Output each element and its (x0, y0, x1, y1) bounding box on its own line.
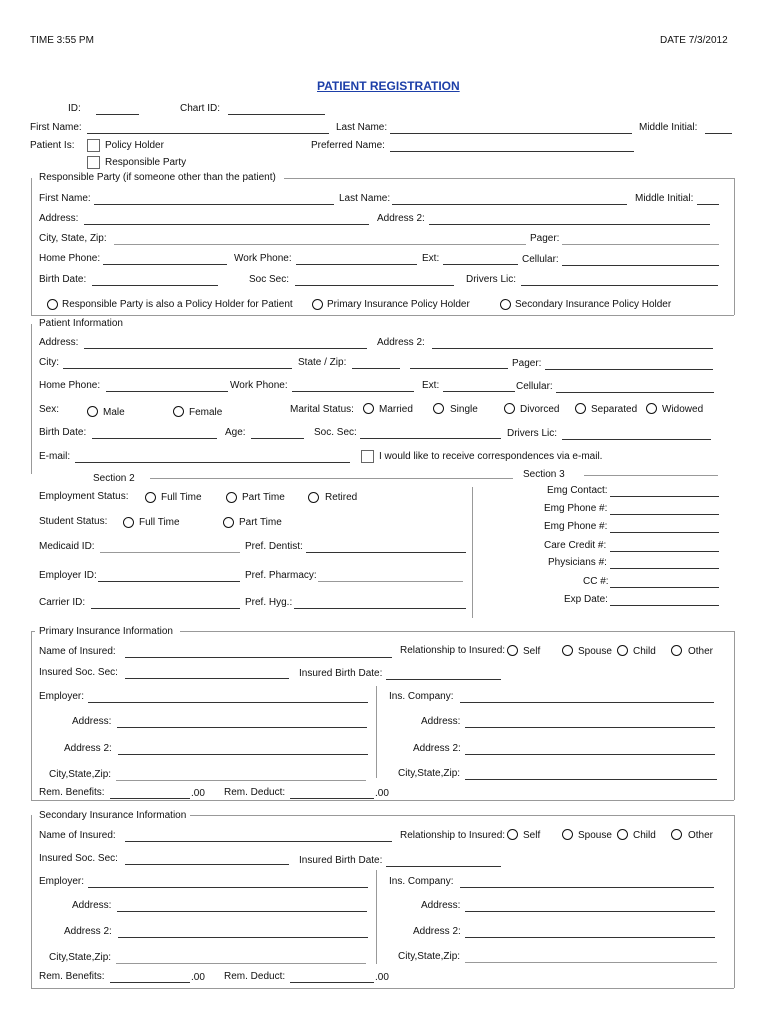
cc-field[interactable] (610, 587, 719, 588)
physicians-field[interactable] (610, 568, 719, 569)
pt-married-label: Married (379, 404, 413, 415)
pri-ins-city-state-zip-label: City,State,Zip: (398, 768, 461, 779)
pt-drivers-lic-label: Drivers Lic: (507, 428, 558, 439)
pt-soc-sec-label: Soc. Sec: (314, 427, 357, 438)
pri-rem-benefits-cents: .00 (191, 788, 205, 799)
carrier-id-field[interactable] (91, 608, 240, 609)
sec-address-field[interactable] (117, 911, 367, 912)
pri-ins-address-field[interactable] (465, 727, 715, 728)
section2-frame-top (150, 478, 513, 479)
chart-id-label: Chart ID: (180, 103, 221, 114)
pri-other-radio[interactable] (671, 645, 682, 656)
pt-male-label: Male (103, 407, 125, 418)
section2-legend: Section 2 (93, 473, 135, 484)
pt-state-field[interactable] (352, 368, 400, 369)
pri-self-label: Self (523, 646, 541, 657)
rp-address2-label: Address 2: (377, 213, 425, 224)
emg-contact-field[interactable] (610, 496, 719, 497)
pt-state-zip-label: State / Zip: (298, 357, 347, 368)
sec-insured-birth-date-field[interactable] (386, 866, 501, 867)
physicians-label: Physicians #: (548, 557, 607, 568)
rp-soc-sec-field[interactable] (295, 285, 454, 286)
rp-ext-label: Ext: (422, 253, 440, 264)
rp-middle-initial-field[interactable] (697, 204, 719, 205)
rp-address2-field[interactable] (429, 224, 710, 225)
pt-female-radio[interactable] (173, 406, 184, 417)
pt-email-label: E-mail: (39, 451, 71, 462)
emp-full-time-radio[interactable] (145, 492, 156, 503)
pt-ext-field[interactable] (443, 391, 515, 392)
pt-divorced-label: Divorced (520, 404, 560, 415)
rp-home-phone-field[interactable] (103, 264, 227, 265)
secondary-column-divider (376, 870, 377, 964)
sec-address2-label: Address 2: (64, 926, 112, 937)
rp-secondary-holder-radio[interactable] (500, 299, 511, 310)
sec-ins-city-state-zip-label: City,State,Zip: (398, 951, 461, 962)
emg-phone2-label: Emg Phone #: (544, 521, 608, 532)
rp-birth-date-field[interactable] (92, 285, 218, 286)
pt-cellular-field[interactable] (556, 392, 714, 393)
policy-holder-checkbox[interactable] (87, 139, 100, 152)
rp-drivers-lic-field[interactable] (521, 285, 718, 286)
rp-pager-field[interactable] (562, 244, 719, 245)
pri-other-label: Other (688, 646, 714, 657)
page-title: PATIENT REGISTRATION (317, 79, 460, 93)
pt-marital-status-label: Marital Status: (290, 404, 354, 415)
pt-ext-label: Ext: (422, 380, 440, 391)
pt-birth-date-label: Birth Date: (39, 427, 87, 438)
sec-rem-benefits-cents: .00 (191, 972, 205, 983)
rp-work-phone-label: Work Phone: (234, 253, 292, 264)
rp-home-phone-label: Home Phone: (39, 253, 101, 264)
pref-hyg-label: Pref. Hyg.: (245, 597, 293, 608)
responsible-party-frame-top (284, 178, 734, 179)
pri-city-state-zip-field[interactable] (116, 780, 366, 781)
pt-age-field[interactable] (251, 438, 304, 439)
sec-insured-soc-sec-label: Insured Soc. Sec: (39, 853, 118, 864)
email-opt-in-label: I would like to receive correspondences via e-mail. (379, 451, 603, 462)
emp-part-time-label: Part Time (242, 492, 285, 503)
pt-separated-label: Separated (591, 404, 638, 415)
sec-other-label: Other (688, 830, 714, 841)
pri-relationship-label: Relationship to Insured: (400, 645, 506, 656)
pri-child-label: Child (633, 646, 656, 657)
pt-city-label: City: (39, 357, 59, 368)
preferred-name-label: Preferred Name: (311, 140, 385, 151)
pt-address-label: Address: (39, 337, 79, 348)
pri-spouse-label: Spouse (578, 646, 612, 657)
rp-policy-holder-label: Responsible Party is also a Policy Holder for Patient (62, 299, 293, 310)
patient-frame-left (31, 324, 32, 474)
sec-city-state-zip-label: City,State,Zip: (49, 952, 112, 963)
pri-address2-field[interactable] (118, 754, 368, 755)
primary-column-divider (376, 686, 377, 778)
sec-other-radio[interactable] (671, 829, 682, 840)
rp-middle-initial-label: Middle Initial: (635, 193, 694, 204)
sec-insured-birth-date-label: Insured Birth Date: (299, 855, 383, 866)
carrier-id-label: Carrier ID: (39, 597, 86, 608)
responsible-party-legend: Responsible Party (if someone other than the patient) (39, 172, 279, 184)
rp-primary-holder-radio[interactable] (312, 299, 323, 310)
pri-rem-benefits-label: Rem. Benefits: (39, 787, 105, 798)
stu-part-time-radio[interactable] (223, 517, 234, 528)
chart-id-field[interactable] (228, 114, 325, 115)
id-field[interactable] (96, 114, 139, 115)
sec-rem-deduct-field[interactable] (290, 982, 374, 983)
sec-ins-address-label: Address: (421, 900, 461, 911)
sec-ins-address2-field[interactable] (465, 937, 715, 938)
sec-address-label: Address: (72, 900, 112, 911)
rp-cellular-field[interactable] (562, 265, 719, 266)
pt-age-label: Age: (225, 427, 246, 438)
email-opt-in-checkbox[interactable] (361, 450, 374, 463)
pt-work-phone-label: Work Phone: (230, 380, 288, 391)
pref-dentist-field[interactable] (306, 552, 466, 553)
pri-address2-label: Address 2: (64, 743, 112, 754)
rp-work-phone-field[interactable] (296, 264, 417, 265)
pref-pharmacy-label: Pref. Pharmacy: (245, 570, 317, 581)
section3-legend: Section 3 (523, 469, 565, 480)
pt-widowed-label: Widowed (662, 404, 704, 415)
rp-soc-sec-label: Soc Sec: (249, 274, 290, 285)
pri-name-of-insured-field[interactable] (125, 657, 392, 658)
responsible-party-checkbox[interactable] (87, 156, 100, 169)
pt-single-label: Single (450, 404, 478, 415)
employer-id-label: Employer ID: (39, 570, 97, 581)
sec-spouse-label: Spouse (578, 830, 612, 841)
pri-insured-birth-date-label: Insured Birth Date: (299, 668, 383, 679)
emp-retired-label: Retired (325, 492, 358, 503)
rp-cellular-label: Cellular: (522, 254, 559, 265)
first-name-label: First Name: (30, 122, 82, 133)
pt-city-field[interactable] (63, 368, 292, 369)
secondary-frame-right (734, 815, 735, 988)
pt-separated-radio[interactable] (575, 403, 586, 414)
last-name-field[interactable] (390, 133, 632, 134)
rp-drivers-lic-label: Drivers Lic: (466, 274, 517, 285)
pri-insured-birth-date-field[interactable] (386, 679, 501, 680)
emp-part-time-radio[interactable] (226, 492, 237, 503)
secondary-frame-left (31, 815, 32, 988)
rp-secondary-holder-label: Secondary Insurance Policy Holder (515, 299, 672, 310)
secondary-legend: Secondary Insurance Information (39, 810, 187, 821)
pt-male-radio[interactable] (87, 406, 98, 417)
pri-ins-address2-label: Address 2: (413, 743, 461, 754)
pri-self-radio[interactable] (507, 645, 518, 656)
sec-ins-city-state-zip-field[interactable] (465, 962, 717, 963)
sec-ins-company-label: Ins. Company: (389, 876, 454, 887)
rp-address-field[interactable] (84, 224, 369, 225)
cc-label: CC #: (583, 576, 609, 587)
pri-address-label: Address: (72, 716, 112, 727)
sec-ins-address2-label: Address 2: (413, 926, 461, 937)
rp-last-name-label: Last Name: (339, 193, 391, 204)
pri-rem-deduct-field[interactable] (290, 798, 374, 799)
sec-name-of-insured-field[interactable] (125, 841, 392, 842)
first-name-field[interactable] (87, 133, 329, 134)
emg-phone1-label: Emg Phone #: (544, 503, 608, 514)
pt-pager-field[interactable] (545, 369, 713, 370)
primary-frame-right (734, 631, 735, 800)
pt-married-radio[interactable] (363, 403, 374, 414)
sec-relationship-label: Relationship to Insured: (400, 830, 506, 841)
medicaid-id-label: Medicaid ID: (39, 541, 95, 552)
sec-self-label: Self (523, 830, 541, 841)
primary-frame-bottom (31, 800, 734, 801)
sec-employer-label: Employer: (39, 876, 85, 887)
pt-female-label: Female (189, 407, 223, 418)
rp-ext-field[interactable] (443, 264, 518, 265)
primary-legend: Primary Insurance Information (39, 626, 173, 637)
print-time: TIME 3:55 PM (30, 35, 94, 46)
care-credit-field[interactable] (610, 551, 719, 552)
pt-birth-date-field[interactable] (92, 438, 217, 439)
id-label: ID: (68, 103, 81, 114)
exp-date-label: Exp Date: (564, 594, 608, 605)
secondary-frame-top (190, 815, 734, 816)
pt-zip-field[interactable] (410, 368, 508, 369)
responsible-party-frame-left (31, 178, 32, 315)
rp-city-state-zip-label: City, State, Zip: (39, 233, 107, 244)
sec-ins-address-field[interactable] (465, 911, 715, 912)
rp-policy-holder-radio[interactable] (47, 299, 58, 310)
pri-employer-label: Employer: (39, 691, 85, 702)
sec-employer-field[interactable] (88, 887, 368, 888)
pri-name-of-insured-label: Name of Insured: (39, 646, 116, 657)
pri-insured-soc-sec-label: Insured Soc. Sec: (39, 667, 118, 678)
stu-part-time-label: Part Time (239, 517, 282, 528)
secondary-frame-bottom (31, 988, 734, 989)
pri-rem-deduct-label: Rem. Deduct: (224, 787, 286, 798)
sec-city-state-zip-field[interactable] (116, 963, 366, 964)
pt-home-phone-label: Home Phone: (39, 380, 101, 391)
medicaid-id-field[interactable] (100, 552, 240, 553)
pri-employer-field[interactable] (88, 702, 368, 703)
emp-full-time-label: Full Time (161, 492, 202, 503)
rp-address-label: Address: (39, 213, 79, 224)
patient-is-label: Patient Is: (30, 140, 75, 151)
pri-address-field[interactable] (117, 727, 367, 728)
rp-pager-label: Pager: (530, 233, 560, 244)
pt-address2-label: Address 2: (377, 337, 425, 348)
rp-city-state-zip-field[interactable] (114, 244, 526, 245)
pri-spouse-radio[interactable] (562, 645, 573, 656)
preferred-name-field[interactable] (390, 151, 634, 152)
sec-rem-benefits-label: Rem. Benefits: (39, 971, 105, 982)
pt-divorced-radio[interactable] (504, 403, 515, 414)
pri-insured-soc-sec-field[interactable] (125, 678, 289, 679)
primary-frame-left (31, 631, 32, 800)
stu-full-time-label: Full Time (139, 517, 180, 528)
policy-holder-label: Policy Holder (105, 140, 164, 151)
rp-birth-date-label: Birth Date: (39, 274, 87, 285)
care-credit-label: Care Credit #: (544, 540, 607, 551)
rp-first-name-field[interactable] (94, 204, 334, 205)
pt-address-field[interactable] (84, 348, 367, 349)
pt-single-radio[interactable] (433, 403, 444, 414)
sec-spouse-radio[interactable] (562, 829, 573, 840)
patient-legend: Patient Information (39, 318, 123, 329)
print-date: DATE 7/3/2012 (660, 35, 728, 46)
stu-full-time-radio[interactable] (123, 517, 134, 528)
pt-work-phone-field[interactable] (292, 391, 414, 392)
sec-rem-benefits-field[interactable] (110, 982, 190, 983)
sec-insured-soc-sec-field[interactable] (125, 864, 289, 865)
pt-pager-label: Pager: (512, 358, 542, 369)
rp-last-name-field[interactable] (392, 204, 627, 205)
pri-ins-company-label: Ins. Company: (389, 691, 454, 702)
emg-contact-label: Emg Contact: (547, 485, 608, 496)
emg-phone1-field[interactable] (610, 514, 719, 515)
sec-rem-deduct-label: Rem. Deduct: (224, 971, 286, 982)
emp-retired-radio[interactable] (308, 492, 319, 503)
middle-initial-field[interactable] (705, 133, 732, 134)
pt-drivers-lic-field[interactable] (562, 439, 711, 440)
pref-pharmacy-field[interactable] (318, 581, 463, 582)
primary-frame-top (180, 631, 734, 632)
student-status-label: Student Status: (39, 516, 108, 527)
sec-name-of-insured-label: Name of Insured: (39, 830, 116, 841)
pt-widowed-radio[interactable] (646, 403, 657, 414)
sec-child-label: Child (633, 830, 656, 841)
patient-frame-top (31, 315, 734, 316)
sec-child-radio[interactable] (617, 829, 628, 840)
employer-id-field[interactable] (98, 581, 240, 582)
last-name-label: Last Name: (336, 122, 388, 133)
rp-first-name-label: First Name: (39, 193, 91, 204)
pref-dentist-label: Pref. Dentist: (245, 541, 303, 552)
pri-ins-city-state-zip-field[interactable] (465, 779, 717, 780)
pri-ins-company-field[interactable] (460, 702, 714, 703)
emg-phone2-field[interactable] (610, 532, 719, 533)
rp-primary-holder-label: Primary Insurance Policy Holder (327, 299, 470, 310)
exp-date-field[interactable] (610, 605, 719, 606)
responsible-party-label: Responsible Party (105, 157, 187, 168)
pri-rem-benefits-field[interactable] (110, 798, 190, 799)
responsible-party-frame-right (734, 178, 735, 315)
employment-status-label: Employment Status: (39, 491, 129, 502)
pt-address2-field[interactable] (432, 348, 713, 349)
pt-sex-label: Sex: (39, 404, 60, 415)
pri-ins-address2-field[interactable] (465, 754, 715, 755)
pt-home-phone-field[interactable] (106, 391, 228, 392)
pt-cellular-label: Cellular: (516, 381, 553, 392)
middle-initial-label: Middle Initial: (639, 122, 698, 133)
section3-frame-top (584, 475, 718, 476)
pt-email-field[interactable] (75, 462, 350, 463)
pri-child-radio[interactable] (617, 645, 628, 656)
sec-address2-field[interactable] (118, 937, 368, 938)
pri-ins-address-label: Address: (421, 716, 461, 727)
sec-self-radio[interactable] (507, 829, 518, 840)
pri-rem-deduct-cents: .00 (375, 788, 389, 799)
pri-city-state-zip-label: City,State,Zip: (49, 769, 112, 780)
pref-hyg-field[interactable] (294, 608, 466, 609)
pt-soc-sec-field[interactable] (360, 438, 501, 439)
sec-rem-deduct-cents: .00 (375, 972, 389, 983)
sec-ins-company-field[interactable] (460, 887, 714, 888)
section2-frame-right (472, 487, 473, 618)
